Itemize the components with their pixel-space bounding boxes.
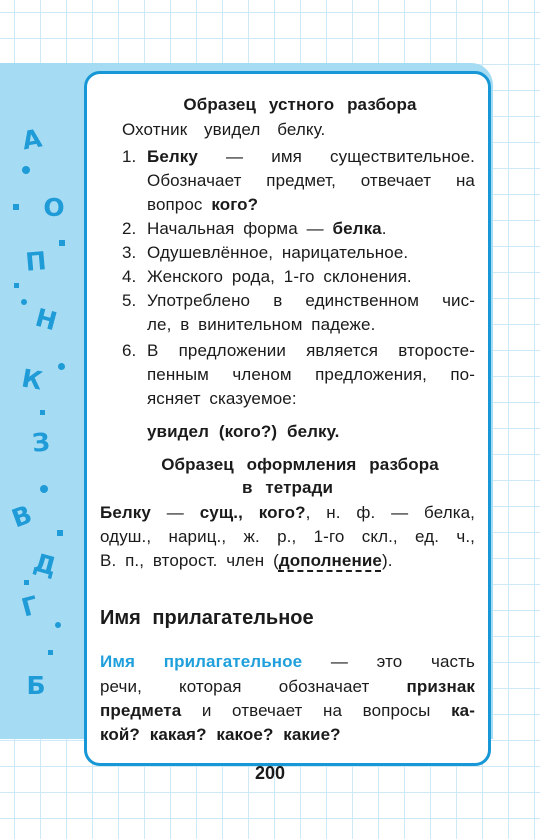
side-letter: Н	[32, 302, 60, 337]
written-text: , н. ф. — белка,	[305, 503, 475, 522]
question-word: кого?	[211, 195, 259, 214]
side-letter: Б	[26, 671, 46, 700]
page-number: 200	[254, 763, 286, 783]
definition-keyword: признак	[406, 677, 475, 696]
step-number: 3.	[122, 243, 137, 262]
written-text: В. п., второст. член (	[100, 551, 279, 570]
example-sentence: Охотник увидел белку.	[122, 120, 326, 139]
definition-text: — это часть	[302, 652, 475, 671]
written-line: одуш., нариц., ж. р., 1-го скл., ед. ч.,	[100, 527, 475, 546]
decor-square	[57, 530, 63, 536]
side-letter: В	[7, 499, 36, 534]
decor-dot	[58, 363, 65, 370]
predicate-example: увидел (кого?) белку.	[147, 422, 340, 441]
step-number: 6.	[122, 341, 137, 360]
written-line	[100, 501, 475, 525]
decor-square	[24, 580, 29, 585]
definition-text: и отвечает на вопросы	[181, 701, 452, 720]
decor-dot	[55, 622, 61, 628]
initial-form: белка	[332, 219, 382, 238]
content-card	[84, 71, 491, 766]
definition-question: ка-	[451, 701, 475, 720]
step-line: Одушевлённое, нарицательное.	[147, 243, 409, 262]
definition-keyword: предмета	[100, 701, 182, 720]
step-line	[147, 193, 258, 217]
step-number: 2.	[122, 219, 137, 238]
written-analysis-title: в тетради	[241, 478, 334, 497]
decor-square	[14, 283, 19, 288]
decor-dot	[40, 485, 48, 493]
written-text: ).	[381, 551, 393, 570]
step-number: 4.	[122, 267, 137, 286]
step-line: Женского рода, 1-го склонения.	[147, 267, 412, 286]
step-text: .	[381, 219, 387, 238]
side-letter: Д	[30, 547, 60, 582]
step-line: Употреблено в единственном чис-	[147, 291, 475, 310]
step-number: 1.	[122, 147, 137, 166]
decor-square	[13, 204, 19, 210]
definition-line	[100, 699, 475, 723]
written-text: —	[150, 503, 200, 522]
definition-questions: кой? какая? какое? какие?	[100, 725, 341, 744]
step-line	[147, 217, 387, 241]
side-letter: З	[30, 427, 52, 458]
decor-dot	[21, 299, 27, 305]
step-text: Начальная форма —	[147, 219, 333, 238]
decor-square	[48, 650, 53, 655]
decor-square	[40, 410, 45, 415]
analyzed-word: Белку	[147, 147, 198, 166]
decor-square	[59, 240, 65, 246]
sentence-member: дополнение	[278, 551, 382, 570]
part-of-speech: сущ.,	[199, 503, 243, 522]
step-line: Обозначает предмет, отвечает на	[147, 171, 475, 190]
step-text: вопрос	[147, 195, 212, 214]
question-word: кого?	[258, 503, 306, 522]
step-number: 5.	[122, 291, 137, 310]
step-line: ясняет сказуемое:	[147, 389, 297, 408]
step-line: пенным членом предложения, по-	[147, 365, 475, 384]
step-line: В предложении является второсте-	[147, 341, 475, 360]
written-line	[100, 549, 393, 573]
definition-text: речи, которая обозначает	[100, 677, 407, 696]
side-letter: П	[24, 246, 48, 277]
written-analysis-title: Образец оформления разбора	[161, 455, 439, 474]
oral-analysis-title: Образец устного разбора	[183, 95, 417, 114]
side-letter: Г	[18, 590, 42, 623]
definition-line	[100, 650, 475, 674]
side-letter: О	[43, 193, 65, 222]
side-letter: К	[19, 363, 45, 396]
analyzed-word: Белку	[100, 503, 151, 522]
step-line: ле, в винительном падеже.	[147, 315, 376, 334]
side-letter: А	[19, 123, 44, 156]
defined-term: Имя прилагательное	[100, 652, 303, 671]
section-heading: Имя прилагательное	[100, 607, 314, 629]
definition-line	[100, 675, 475, 699]
step-line	[147, 145, 475, 169]
step-text: — имя существительное.	[197, 147, 475, 166]
written-text	[243, 503, 259, 522]
decor-dot	[22, 166, 30, 174]
